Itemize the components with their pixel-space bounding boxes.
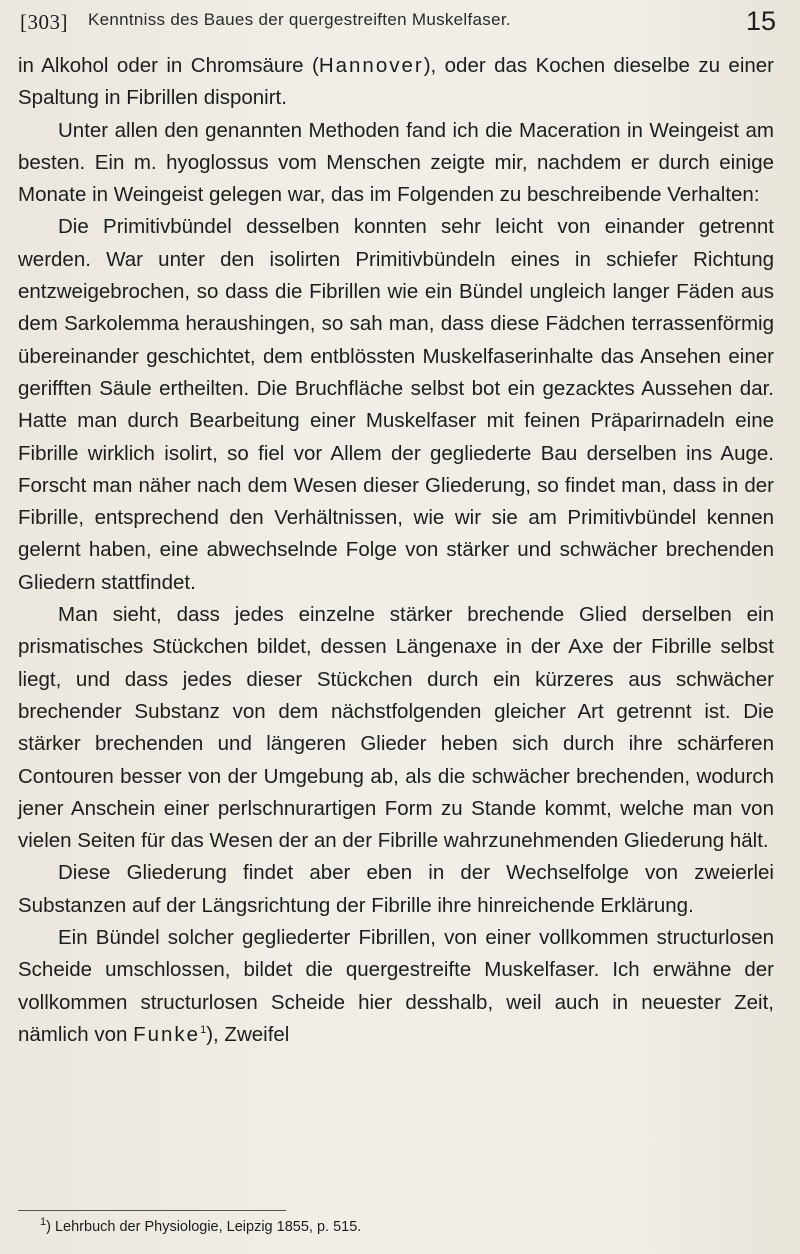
footnote-text: ) Lehrbuch der Physiologie, Leipzig 1855, p. 515. <box>46 1219 362 1235</box>
page-number: 15 <box>745 6 776 36</box>
running-title: Kenntniss des Baues der quergestreiften Muskelfaser. <box>88 10 511 29</box>
footnote-reference[interactable]: 1 <box>200 1024 207 1037</box>
paragraph-4: Man sieht, dass jedes einzelne stärker brechende Glied derselben ein prismatisches Stückchen bildet, dessen Längenaxe in der Axe der Fibrille selbst liegt, und dass jedes dieser Stückchen durch ein kürzeres aus schwächer brechender Substanz von dem nächstfolgenden gleicher Art getrennt ist. Die stärker brechenden und längeren Glieder heben sich durch ihre schärferen Contouren besser von der Umgebung ab, als die schwächer brechenden, wodurch jener Anschein einer perlschnurartigen Form zu Stande kommt, welche man von vielen Seiten für das Wesen der an der Fibrille wahrzunehmenden Gliederung hält. <box>18 603 774 853</box>
paragraph-6: Ein Bündel solcher gegliederter Fibrillen, von einer vollkommen structurlosen Scheide umschlossen, bildet die quergestreifte Muskelfaser. Ich erwähne der vollkommen structurlosen Scheide hier desshalb, weil auch in neuester Zeit, nämlich von Funke$^1$), Zweifel <box>18 926 774 1046</box>
paragraph-3: Die Primitivbündel desselben konnten sehr leicht von einander getrennt werden. War unter den isolirten Primitivbündeln eines in schiefer Richtung entzweigebrochen, so dass die Fibrillen wie ein Bündel ungleich langer Fäden aus dem Sarkolemma heraushingen, so sah man, dass diese Fädchen terrassenförmig übereinander geschichtet, dem entblössten Muskelfaserinhalte das Ansehen einer gerifften Säule ertheilten. Die Bruchfläche selbst bot ein gezacktes Aussehen dar. Hatte man durch Bearbeitung einer Muskelfaser mit feinen Präparirnadeln eine Fibrille wirklich isolirt, so fiel vor Allem der gegliederte Bau derselben ins Auge. Forscht man näher nach dem Wesen dieser Gliederung, so findet man, dass in der Fibrille, entsprechend den Verhältnissen, wie wir sie am Primitivbündel kennen gelernt haben, eine abwechselnde Folge von stärker und schwächer brechenden Gliedern stattfindet. <box>18 215 774 594</box>
body-text <box>18 50 774 1051</box>
paragraph-1: in Alkohol oder in Chromsäure (Hannover), oder das Kochen dieselbe zu einer Spaltung in Fibrillen disponirt. <box>18 54 775 110</box>
footnote <box>40 1217 770 1237</box>
page-reference: [303] <box>20 10 68 34</box>
paragraph-5: Diese Gliederung findet aber eben in der Wechselfolge von zweierlei Substanzen auf der Längsrichtung der Fibrille ihre hinreichende Erklärung. <box>18 861 774 917</box>
footnote-marker: 1 <box>40 1216 47 1229</box>
author-name-funke: Funke <box>133 1022 201 1046</box>
footnote-divider <box>18 1210 286 1211</box>
paragraph-2: Unter allen den genannten Methoden fand ich die Maceration in Weingeist am besten. Ein m. hyoglossus vom Menschen zeigte mir, nachdem er durch einige Monate in Weingeist gelegen war, das im Folgenden zu beschreibende Verhalten: <box>18 118 774 207</box>
running-header <box>20 6 776 40</box>
author-name-hannover: Hannover <box>318 54 424 77</box>
